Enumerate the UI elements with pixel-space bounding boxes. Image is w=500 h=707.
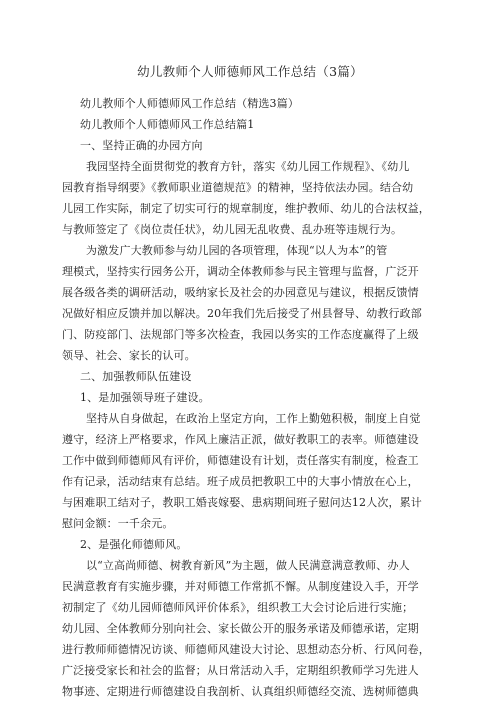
paragraph-line: 门、防疫部门、法规部门等多次检查，我园以务实的工作态度赢得了上级 bbox=[62, 328, 419, 341]
paragraph-line: 物事迹、定期进行师德建设自我剖析、认真组织师德经交流、选树师德典 bbox=[62, 685, 419, 698]
paragraph-line: 与困难职工结对子，教职工婚丧嫁娶、患病期间班子慰问达12人次，累计 bbox=[62, 496, 422, 509]
paragraph-line: 园教育指导纲要》《教师职业道德规范》的精神，坚持依法办园。结合幼 bbox=[62, 181, 414, 194]
paragraph-line: 民满意教育有实施步骤，并对师德工作常抓不懈。从制度建设入手，开学 bbox=[62, 580, 419, 593]
paragraph-line: 与教师签定了《岗位责任状》，幼儿园无乱收费、乱办班等违规行为。 bbox=[62, 223, 403, 236]
section-heading: 一、坚持正确的办园方向 bbox=[80, 139, 203, 152]
paragraph-line: 以“立高尚师德、树教育新风”为主题，做人民满意满意教师、办人 bbox=[86, 559, 410, 572]
paragraph-line: 广泛接受家长和社会的监督；从日常活动入手，定期组织教师学习先进人 bbox=[62, 664, 419, 677]
paragraph-line: 进行教师师德情况访谈、师德师风建设大讨论、思想动态分析、行风问卷， bbox=[62, 643, 430, 656]
subsection-heading: 1、是加强领导班子建设。 bbox=[80, 391, 210, 404]
paragraph-line: 作有记录，活动结束有总结。班子成员把教职工中的大事小情放在心上， bbox=[62, 475, 419, 488]
paragraph-line: 遵守，经济上严格要求，作风上廉洁正派，做好教职工的表率。师德建设 bbox=[62, 433, 419, 446]
paragraph-line: 理模式，坚持实行园务公开，调动全体教师参与民主管理与监督，广泛开 bbox=[62, 265, 419, 278]
paragraph-line: 儿园工作实际，制定了切实可行的规章制度，维护教师、幼儿的合法权益， bbox=[62, 202, 430, 215]
document-subtitle: 幼儿教师个人师德师风工作总结（精选3篇） bbox=[80, 97, 299, 110]
section-heading: 二、加强教师队伍建设 bbox=[80, 370, 192, 383]
paragraph-line: 为激发广大教师参与幼儿园的各项管理，体现“以人为本”的管 bbox=[86, 244, 388, 257]
paragraph-line: 领导、社会、家长的认可。 bbox=[62, 349, 196, 362]
article-title: 幼儿教师个人师德师风工作总结篇1 bbox=[80, 118, 255, 131]
subsection-heading: 2、是强化师德师风。 bbox=[80, 538, 188, 551]
paragraph-line: 幼儿园、全体教师分别向社会、家长做公开的服务承诺及师德承诺，定期 bbox=[62, 622, 419, 635]
paragraph-line: 坚持从自身做起，在政治上坚定方向，工作上勤勉积极，制度上自觉 bbox=[86, 412, 421, 425]
paragraph-line: 工作中做到师德师风有评价，师德建设有计划，责任落实有制度，检查工 bbox=[62, 454, 419, 467]
paragraph-line: 展各级各类的调研活动，吸纳家长及社会的办园意见与建议，根据反馈情 bbox=[62, 286, 419, 299]
document-title: 幼儿教师个人师德师风工作总结（3篇） bbox=[137, 64, 363, 79]
paragraph-line: 我园坚持全面贯彻党的教育方针，落实《幼儿园工作规程》、《幼儿 bbox=[86, 160, 410, 173]
paragraph-line: 慰问金额：一千余元。 bbox=[62, 517, 174, 530]
paragraph-line: 初制定了《幼儿园师德师风评价体系》，组织教工大会讨论后进行实施； bbox=[62, 601, 414, 614]
paragraph-line: 况做好相应反馈并加以解决。20年我们先后接受了州县督导、幼教行政部 bbox=[62, 307, 422, 320]
